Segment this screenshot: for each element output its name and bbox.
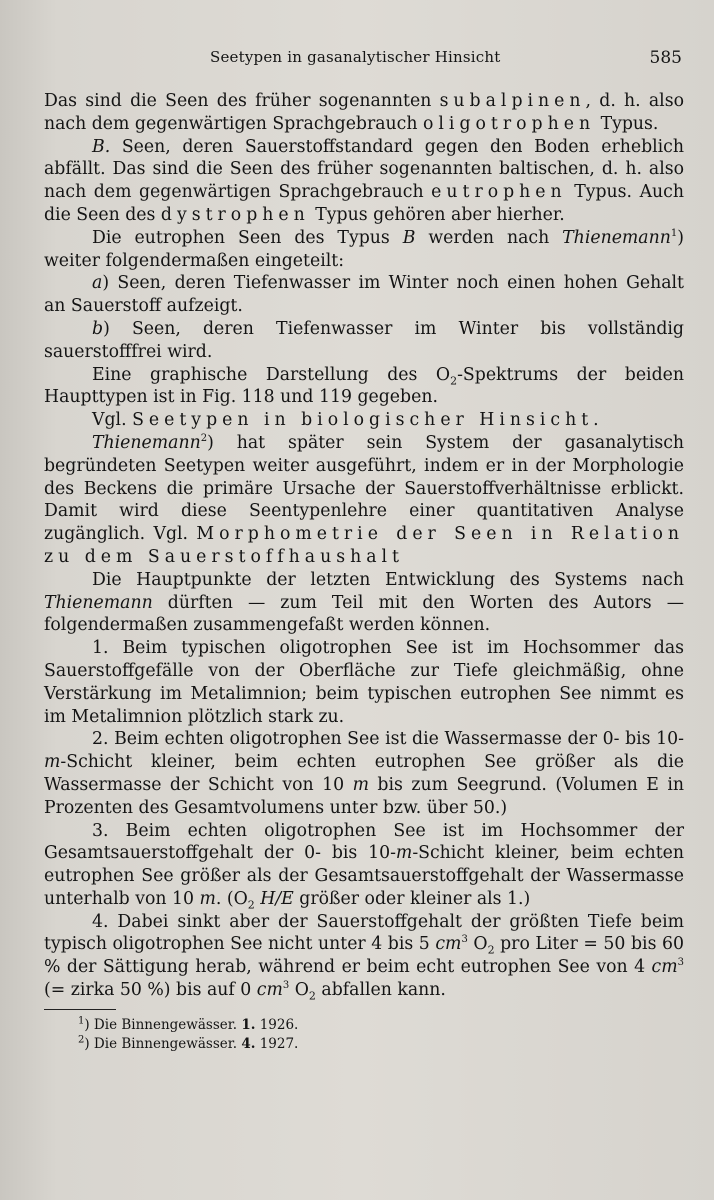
footnote-1: $^1$) Die Binnengewässer. 1. 1926.	[78, 1015, 299, 1033]
paragraph-item-a: a) Seen, deren Tiefenwasser im Winter noch einen hohen Gehalt an Sauerstoff aufzeigt.	[44, 273, 684, 317]
page-number: 585	[649, 48, 682, 68]
paragraph-point-1: 1. Beim typischen oligotrophen See ist im Hochsommer das Sauerstoffgefälle von der Oberfläche zur Tiefe gleichmäßig, ohne Verstärkung im Metalimnion; beim typischen eutrophen See nimmt es im Metalimnion plötzlich stark zu.	[44, 638, 684, 727]
footnote-2: $^2$) Die Binnengewässer. 4. 1927.	[78, 1034, 299, 1052]
paragraph-subalpine: Das sind die Seen des früher sogenannten subalpinen, d. h. also nach dem gegenwärtigen Sprachgebrauch oligotrophen Typus.	[44, 91, 684, 134]
paragraph-thienemann-system: Thienemann$^2$) hat später sein System der gasanalytisch begründeten Seetypen weiter ausgeführt, indem er in der Morphologie des Beckens die primäre Ursache der Sauerstoffverhältnisse erblickt. Damit wird diese Seentypenlehre einer quantitativen Analyse zugänglich. Vgl. Morphometrie der Seen in Relation zu dem Sauerstoffhaushalt	[44, 432, 684, 567]
paragraph-type-b: B. Seen, deren Sauerstoffstandard gegen den Boden erheblich abfällt. Das sind die Seen des früher sogenannten baltischen, d. h. also nach dem gegenwärtigen Sprachgebrauch eutrophen Typus. Auch die Seen des dystrophen Typus gehören aber hierher.	[44, 136, 684, 225]
page-header	[44, 40, 684, 90]
running-title: Seetypen in gasanalytischer Hinsicht	[210, 48, 501, 66]
footnotes	[44, 1016, 684, 1054]
paragraph-graphic: Eine graphische Darstellung des $O_2$-Spektrums der beiden Haupttypen ist in Fig. 118 und 119 gegeben.	[44, 364, 684, 408]
paragraph-point-2: 2. Beim echten oligotrophen See ist die Wassermasse der 0- bis 10-m-Schicht kleiner, beim echten eutrophen See größer als die Wassermasse der Schicht von 10 m bis zum Seegrund. (Volumen E in Prozenten des Gesamtvolumens unter bzw. über 50.)	[44, 729, 684, 818]
body-text	[44, 90, 684, 1002]
footnote-divider	[44, 1009, 116, 1010]
paragraph-main-points: Die Hauptpunkte der letzten Entwicklung des Systems nach Thienemann dürften — zum Teil mit den Worten des Autors — folgendermaßen zusammengefaßt werden können.	[44, 569, 684, 636]
paragraph-point-3: 3. Beim echten oligotrophen See ist im Hochsommer der Gesamtsauerstoffgehalt der 0- bis 10-m-Schicht kleiner, beim echten eutrophen See größer als der Gesamtsauerstoffgehalt der Wassermasse unterhalb von 10 m. ($O_2$ H/E größer oder kleiner als 1.)	[44, 820, 685, 912]
footnote-ref-1: 1	[670, 228, 678, 240]
paragraph-item-b: b) Seen, deren Tiefenwasser im Winter bis vollständig sauerstofffrei wird.	[44, 318, 684, 362]
paragraph-reference-bio: Vgl. Seetypen in biologischer Hinsicht.	[92, 410, 604, 431]
paragraph-classification: Die eutrophen Seen des Typus B werden nach Thienemann$^1$) weiter folgendermaßen eingeteilt:	[44, 227, 684, 271]
footnote-ref-2: 2	[200, 433, 208, 445]
paragraph-point-4: 4. Dabei sinkt aber der Sauerstoffgehalt der größten Tiefe beim typisch oligotrophen See nicht unter 4 bis 5 $cm^3$ $O_2$ pro Liter = 50 bis 60 % der Sättigung herab, während er beim echt eutrophen See von 4 $cm^3$ (= zirka 50 %) bis auf 0 $cm^3$ $O_2$ abfallen kann.	[44, 911, 684, 1003]
